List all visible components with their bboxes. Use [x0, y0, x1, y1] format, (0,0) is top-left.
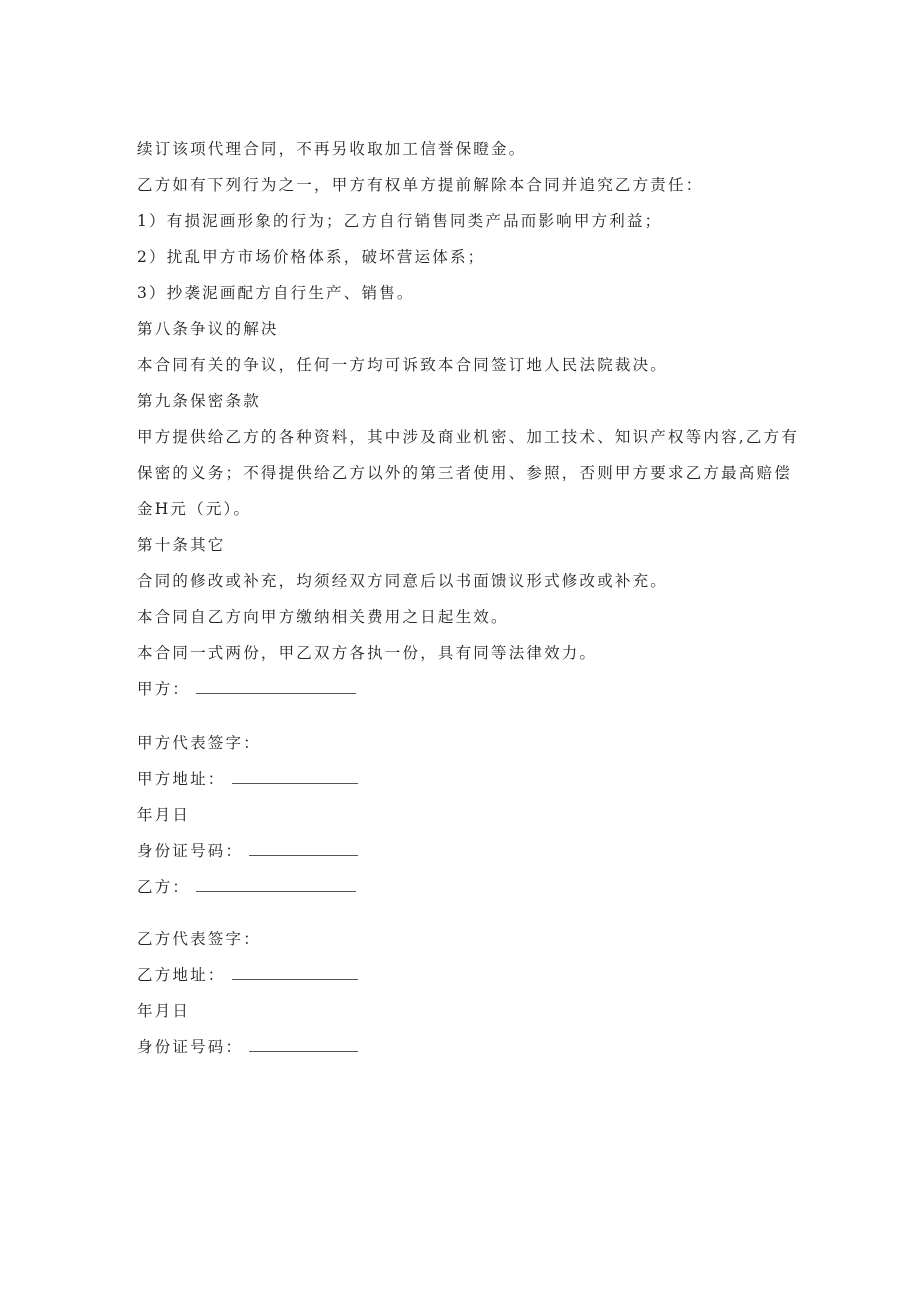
paragraph: 乙方如有下列行为之一，甲方有权单方提前解除本合同并追究乙方责任：: [137, 176, 704, 194]
party-b-id-field: [137, 1036, 787, 1058]
party-a-id-label: 身份证号码：: [137, 842, 244, 860]
party-a-address-field: [137, 768, 787, 790]
paragraph: 甲方提供给乙方的各种资料，其中涉及商业机密、加工技术、知识产权等内容,乙方有: [137, 428, 800, 446]
paragraph: 金H元（元）。: [137, 500, 252, 518]
list-item: 2）扰乱甲方市场价格体系，破坏营运体系；: [137, 248, 486, 266]
party-a-id-field: [137, 840, 787, 862]
section-heading: 第九条保密条款: [137, 392, 261, 410]
party-a-field: [137, 678, 787, 700]
party-a-address-label: 甲方地址：: [137, 770, 226, 788]
paragraph: 保密的义务；不得提供给乙方以外的第三者使用、参照，否则甲方要求乙方最高赔偿: [137, 464, 792, 482]
section-heading: 第八条争议的解决: [137, 320, 279, 338]
party-a-rep-sign-label: 甲方代表签字：: [137, 734, 261, 752]
party-b-address-label: 乙方地址：: [137, 966, 226, 984]
paragraph: 本合同有关的争议，任何一方均可诉致本合同签订地人民法院裁决。: [137, 356, 669, 374]
party-b-address-blank[interactable]: [232, 965, 358, 980]
party-b-blank[interactable]: [196, 877, 356, 892]
party-b-label: 乙方：: [137, 878, 191, 896]
paragraph: 本合同一式两份，甲乙双方各执一份，具有同等法律效力。: [137, 644, 598, 662]
party-b-date-label: 年月日: [137, 1002, 191, 1020]
section-heading: 第十条其它: [137, 536, 226, 554]
paragraph: 续订该项代理合同，不再另收取加工信誉保瞪金。: [137, 140, 527, 158]
party-b-id-label: 身份证号码：: [137, 1038, 244, 1056]
party-a-label: 甲方：: [137, 680, 191, 698]
list-item: 3）抄袭泥画配方自行生产、销售。: [137, 284, 415, 302]
party-b-rep-sign-label: 乙方代表签字：: [137, 930, 261, 948]
party-b-field: [137, 876, 787, 898]
paragraph: 合同的修改或补充，均须经双方同意后以书面馈议形式修改或补充。: [137, 572, 669, 590]
list-item: 1）有损泥画形象的行为；乙方自行销售同类产品而影响甲方利益；: [137, 212, 663, 230]
party-b-address-field: [137, 964, 787, 986]
paragraph: 本合同自乙方向甲方缴纳相关费用之日起生效。: [137, 608, 509, 626]
party-a-blank[interactable]: [196, 679, 356, 694]
party-b-id-blank[interactable]: [249, 1037, 358, 1052]
party-a-date-label: 年月日: [137, 806, 191, 824]
party-a-id-blank[interactable]: [249, 841, 358, 856]
party-a-address-blank[interactable]: [232, 769, 358, 784]
